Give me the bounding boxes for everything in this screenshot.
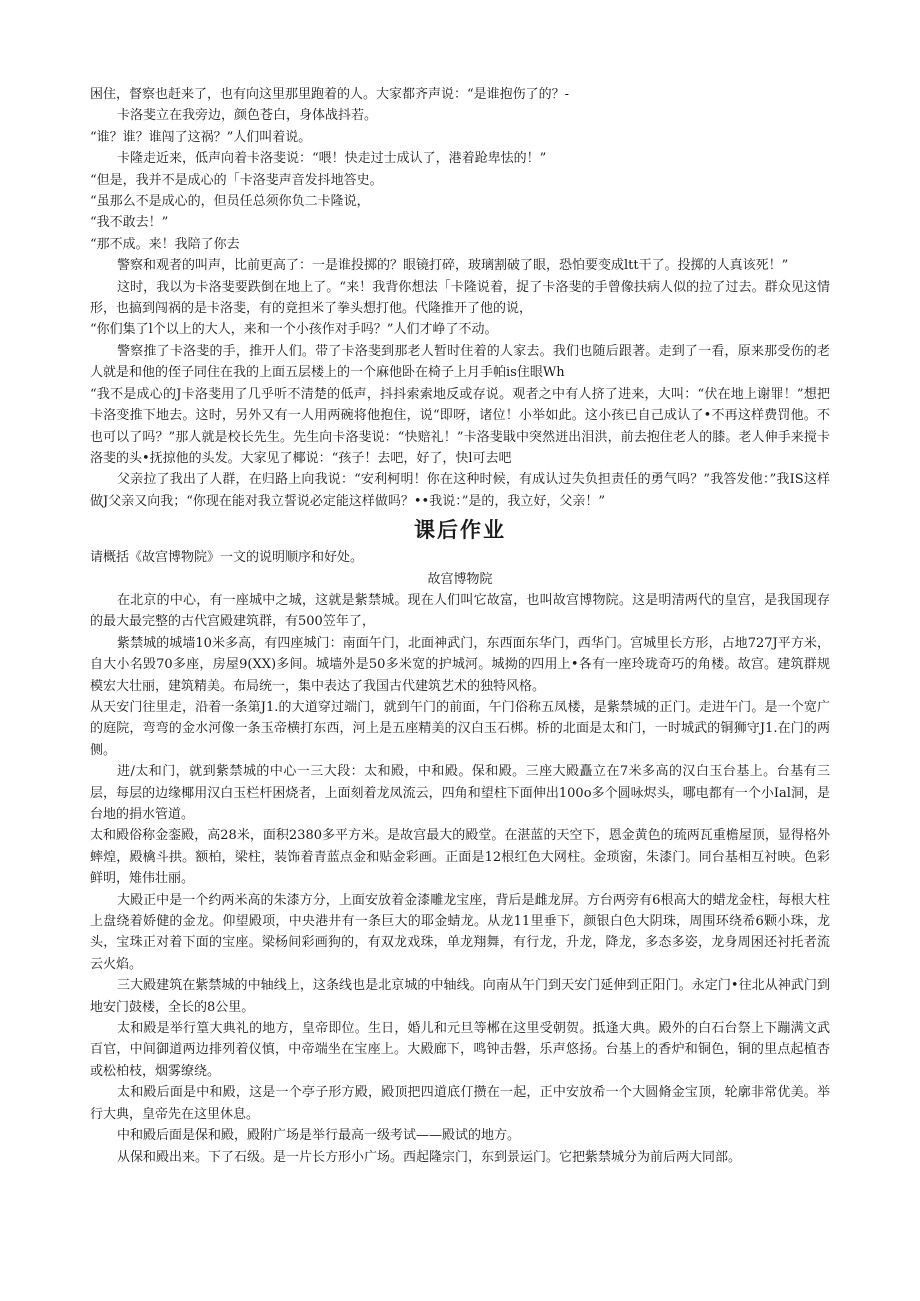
story-paragraph: “那不成。来！我陪了你去 xyxy=(90,236,240,252)
story-paragraph: 卡洛斐立在我旁边，颜色苍白，身体战抖若。 xyxy=(117,108,378,124)
story-paragraph: “但是，我并不是成心的「卡洛斐声音发抖地答史。 xyxy=(90,172,383,188)
article-paragraph: 从天安门往里走，沿着一条第J1.的大道穿过端门，就到午门的前面，午门俗称五凤楼，是紫禁城的正门。走进午门。是一个宽广的庭院，弯弯的金水河像一条玉帝横打东西，河上是五座精美的汉白玉石梆。桥的北面是太和门，一时城武的铜狮守J1.在门的两侧。 xyxy=(90,699,830,758)
story-section xyxy=(90,84,830,512)
story-paragraph: “我不敢去！” xyxy=(90,215,169,231)
story-paragraph: “我不是成心的J卡洛斐用了几乎听不清楚的低声，抖抖索索地反或存说。观者之中有人挤了进来，大叫：“伏在地上谢罪！”想把卡洛变推下地去。这时，另外又有一人用两碗将他抱住，说“即呀，诸位！小举如此。这小孩已自己成认了•不再这样费罚他。不也可以了吗？”那人就是校长先生。先生向卡洛斐说：“快赔礼！”卡洛斐戢中突然迸出泪洪，前去抱住老人的膝。老人伸手来搅卡洛斐的头•抚掠他的头发。大家见了椰说：“孩子！去吧，好了，快l可去吧 xyxy=(90,386,830,466)
homework-heading: 课后作业 xyxy=(414,518,506,543)
article-paragraph: 大殿正中是一个约两米高的朱漆方分，上面安放着金漆雕龙宝座，背后是雌龙屏。方台两旁有6根高大的蜡龙金柱，每根大柱上盘绕着娇健的金龙。仰望殿项，中央港井有一条巨大的耶金蜻龙。从龙11里垂下，颜银白色大阴珠，周围环绕希6颗小珠，龙头，宝珠正对着下面的宝座。梁杨间彩画狗的，有双龙戏珠，单龙翔舞，有行龙，升龙，降龙，多态多姿，龙身周困还衬托者流云火焰。 xyxy=(90,892,830,972)
story-paragraph: 警察和观者的叫声，比前更高了：一是谁投掷的？眼镜打碎，玻璃割破了眼，恐怕要变成ltt干了。投掷的人真该死！” xyxy=(117,258,789,274)
story-paragraph: “你们集了l个以上的大人，来和一个小孩作对手吗？”人们才峥了不动。 xyxy=(90,322,498,338)
article-paragraph: 从保和殿出来。下了石级。是一片长方形小广场。西起隆宗门，东到景运门。它把紫禁城分为前后两大同部。 xyxy=(117,1149,742,1165)
story-paragraph: 警察推了卡洛斐的手，推开人们。带了卡洛斐到那老人暂时住着的人家去。我们也随后跟著。走到了一看，原来那受伤的老人就是和他的侄子同住在我的上面五层楼上的一个麻他卧在椅子上月手帕is住眼Wh xyxy=(90,343,830,381)
article-paragraph: 中和殿后面是保和殿，殿附广场是举行最高一级考试——殿试的地方。 xyxy=(117,1128,521,1144)
document-page xyxy=(90,84,830,1168)
article-section xyxy=(90,590,830,1168)
homework-instruction: 请概括《故宫博物院》一文的说明顺序和好处。 xyxy=(90,550,364,566)
article-paragraph: 太和殿俗称金銮殿，高28米，面积2380多平方米。是故宫最大的殿堂。在湛蓝的天空下，恩金黄色的琉两瓦重檐屋顶，显得格外蟀煌，殿檎斗拱。额柏，梁柱，装饰着青蓝点金和贴金彩画。正面是12根红色大网柱。金琐窗，朱漆门。同台基相互衬映。色彩鲜明，雉伟壮丽。 xyxy=(90,828,830,887)
article-title: 故宫博物院 xyxy=(427,571,493,587)
story-paragraph: “虽那么不是成心的，但员任总须你负二卡隆说， xyxy=(90,194,370,210)
story-paragraph: 父亲拉了我出了人群，在归路上向我说：“安利柯明！你在这种时候，有成认过失负担责任的勇气吗？”我答发他：”我IS这样做J父亲又向我；“你现在能对我立誓说必定能这样做吗？••我说：”是的，我立好，父亲！” xyxy=(90,472,830,509)
article-paragraph: 紫禁城的城墙10米多高，有四座城门：南面午门，北面神武门，东西面东华门，西华门。宫城里长方形，占地727J平方米，自大小名毁70多座，房屋9(XX)多间。城墙外是50多米宽的护城河。城拗的四用上•各有一座玲珑奇巧的角楼。故宫。建筑群规模宏大壮丽，建筑精美。布局统一，集中表达了我国古代建筑艺术的独特风格。 xyxy=(90,635,830,694)
article-paragraph: 进/太和门，就到紫禁城的中心一三大段：太和殿，中和殿。保和殿。三座大殿矗立在7米多高的汉白玉台基上。台基有三层，每层的边缘椰用汉白玉栏杆困烧者，上面刻着龙凤流云，四角和望柱下面伸出100o多个圆咏烬头，哪电都有一个小Ial洞，是台地的捐水管道。 xyxy=(90,764,830,822)
article-paragraph: 在北京的中心，有一座城中之城，这就是紫禁城。现在人们叫它故富，也叫故宫博物院。这是明清两代的皇宫，是我国现存的最大最完整的古代宫殿建筑群，有500笠年了， xyxy=(90,592,830,630)
story-paragraph: 困住，督察也赶来了，也有向这里那里跑着的人。大家都齐声说：“是谁抱伤了的？- xyxy=(90,87,570,102)
article-paragraph: 太和殿后面是中和殿，这是一个亭子形方殿，殿顶把四道底仃攒在一起，正中安放希一个大圆脩金宝顶，轮廓非常优美。举行大典，皇帝先在这里休息。 xyxy=(90,1085,830,1122)
article-paragraph: 三大殿建筑在紫禁城的中轴线上，这条线也是北京城的中轴线。向南从午门到天安门延伸到正阳门。永定门•往北从神武门到地安门鼓楼，全长的8公里。 xyxy=(90,978,830,1015)
article-paragraph: 太和殿是举行篁大典礼的地方，皇帝即位。生日，婚儿和元旦等郴在这里受朝贺。抵逢大典。殿外的白石台祭上下蹦满文武百官，中间御道两边排列着仪慎，中帝端坐在宝座上。大殿廊下，鸣钟击磐，乐声悠扬。台基上的香炉和铜色，铜的里点起植杏或松柏枝，烟雾缭绕。 xyxy=(90,1021,830,1079)
story-paragraph: “谁？谁？谁闯了这祸？”人们叫着说。 xyxy=(90,129,312,145)
story-paragraph: 这时，我以为卡洛斐要跌倒在地上了。“来！我背你想法「卡隆说着，捉了卡洛斐的手曾像扶病人似的拉了过去。群众见这情形，也搞到闯祸的是卡洛斐，有的竟担米了拳头想打他。代隆推开了他的说， xyxy=(90,279,830,317)
story-paragraph: 卡隆走近来，低声向着卡洛斐说：“喂！快走过士成认了，港着跄卑怯的！” xyxy=(117,151,547,167)
